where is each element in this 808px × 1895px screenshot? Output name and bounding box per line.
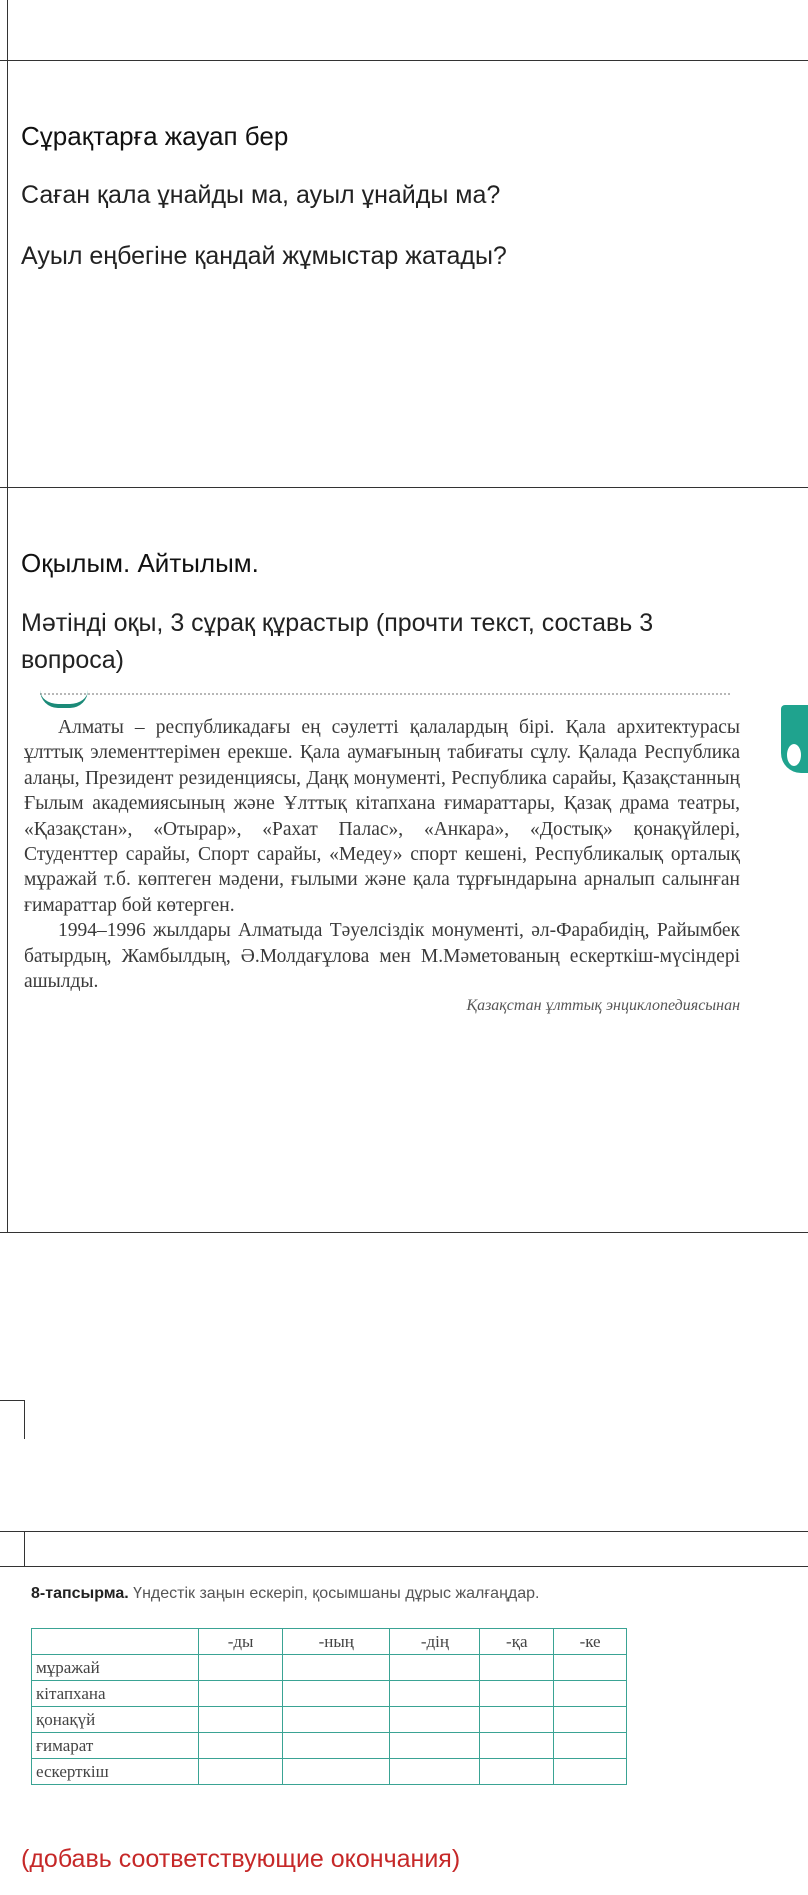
answer-cell[interactable] (283, 1707, 390, 1733)
answer-cell[interactable] (199, 1733, 283, 1759)
suffix-header-cell: -ды (199, 1629, 283, 1655)
section2-title: Оқылым. Айтылым. (21, 548, 259, 578)
suffix-table (31, 1628, 627, 1785)
table-row (32, 1733, 627, 1759)
suffix-header-cell: -дің (390, 1629, 480, 1655)
instruction-line-1: Мәтінді оқы, 3 сұрақ құрастыр (прочти текст, составь 3 (21, 609, 654, 637)
answer-cell[interactable] (390, 1681, 480, 1707)
divider-2 (0, 487, 808, 488)
word-cell: кітапхана (32, 1681, 199, 1707)
blank-answer-box (0, 1400, 25, 1439)
task8-number: 8-тапсырма. (31, 1585, 129, 1602)
instruction-line-2: вопроса) (21, 646, 124, 674)
answer-cell[interactable] (480, 1681, 554, 1707)
word-cell: ескерткіш (32, 1759, 199, 1785)
table-row (32, 1681, 627, 1707)
answer-cell[interactable] (554, 1707, 627, 1733)
divider-4 (0, 1531, 808, 1532)
answer-cell[interactable] (283, 1733, 390, 1759)
answer-cell[interactable] (390, 1733, 480, 1759)
scan-arc-decoration (40, 690, 88, 708)
question-2: Ауыл еңбегіне қандай жұмыстар жатады? (21, 242, 507, 270)
suffix-note: (добавь соответствующие окончания) (21, 1845, 461, 1873)
answer-cell[interactable] (199, 1707, 283, 1733)
suffix-header-cell: -қа (480, 1629, 554, 1655)
answer-cell[interactable] (480, 1655, 554, 1681)
excerpt-paragraph-2: 1994–1996 жылдары Алматыда Тәуелсіздік монументі, әл-Фарабидің, Райымбек батырдың, Жамбылдың, Ә.Молдағұлова мен М.Мәметованың ескерткіш-мүсіндері ашылды. (24, 920, 740, 993)
excerpt-paragraph-1: Алматы – республикадағы ең сәулетті қалалардың бірі. Қала архитектурасы ұлттық элементтерімен ерекше. Қала аумағының табиғаты сұлу. Қалада Республика алаңы, Президент резиденциясы, Даңқ монументі, Республика сарайы, Қазақстанның Ғылым академиясының және Ұлттық кітапхана ғимараттары, Қазақ драма театры, «Қазақстан», «Отырар», «Рахат Палас», «Анкара», «Достық» қонақүйлері, Студенттер сарайы, Спорт сарайы, «Медеу» спорт кешені, Республикалық орталық мұражай т.б. көптеген мәдени, ғылыми және қала тұрғындарына арналып салынған ғимараттар бой көтерген. (24, 717, 740, 916)
suffix-header-row (32, 1629, 627, 1655)
answer-cell[interactable] (199, 1681, 283, 1707)
excerpt-source: Қазақстан ұлттық энциклопедиясынан (466, 997, 740, 1015)
answer-cell[interactable] (390, 1655, 480, 1681)
answer-cell[interactable] (199, 1655, 283, 1681)
corner-cell (32, 1629, 199, 1655)
suffix-header-cell: -ның (283, 1629, 390, 1655)
task8-text: Үндестік заңын ескеріп, қосымшаны дұрыс жалғаңдар. (133, 1585, 540, 1602)
answer-cell[interactable] (390, 1707, 480, 1733)
answer-cell[interactable] (480, 1707, 554, 1733)
word-cell: мұражай (32, 1655, 199, 1681)
answer-cell[interactable] (554, 1759, 627, 1785)
word-cell: ғимарат (32, 1733, 199, 1759)
word-cell: қонақүй (32, 1707, 199, 1733)
answer-cell[interactable] (480, 1759, 554, 1785)
suffix-header-cell: -ке (554, 1629, 627, 1655)
frame-left-1 (7, 0, 8, 488)
answer-cell[interactable] (283, 1655, 390, 1681)
answer-cell[interactable] (283, 1681, 390, 1707)
table-row (32, 1707, 627, 1733)
blank-answer-box-2 (0, 1532, 25, 1566)
divider-top (0, 60, 808, 61)
page-edge-marker-hole (787, 744, 801, 766)
answer-cell[interactable] (554, 1733, 627, 1759)
scan-cut-line (40, 693, 730, 703)
answer-cell[interactable] (283, 1759, 390, 1785)
section1-title: Сұрақтарға жауап бер (21, 121, 289, 151)
task8-header (31, 1585, 539, 1603)
answer-cell[interactable] (554, 1655, 627, 1681)
question-1: Саған қала ұнайды ма, ауыл ұнайды ма? (21, 181, 501, 209)
table-row (32, 1759, 627, 1785)
frame-left-2 (7, 487, 8, 1233)
answer-cell[interactable] (480, 1733, 554, 1759)
answer-cell[interactable] (199, 1759, 283, 1785)
answer-cell[interactable] (390, 1759, 480, 1785)
textbook-excerpt (24, 715, 740, 1018)
table-row (32, 1655, 627, 1681)
divider-3 (0, 1232, 808, 1233)
answer-cell[interactable] (554, 1681, 627, 1707)
divider-5 (0, 1566, 808, 1567)
